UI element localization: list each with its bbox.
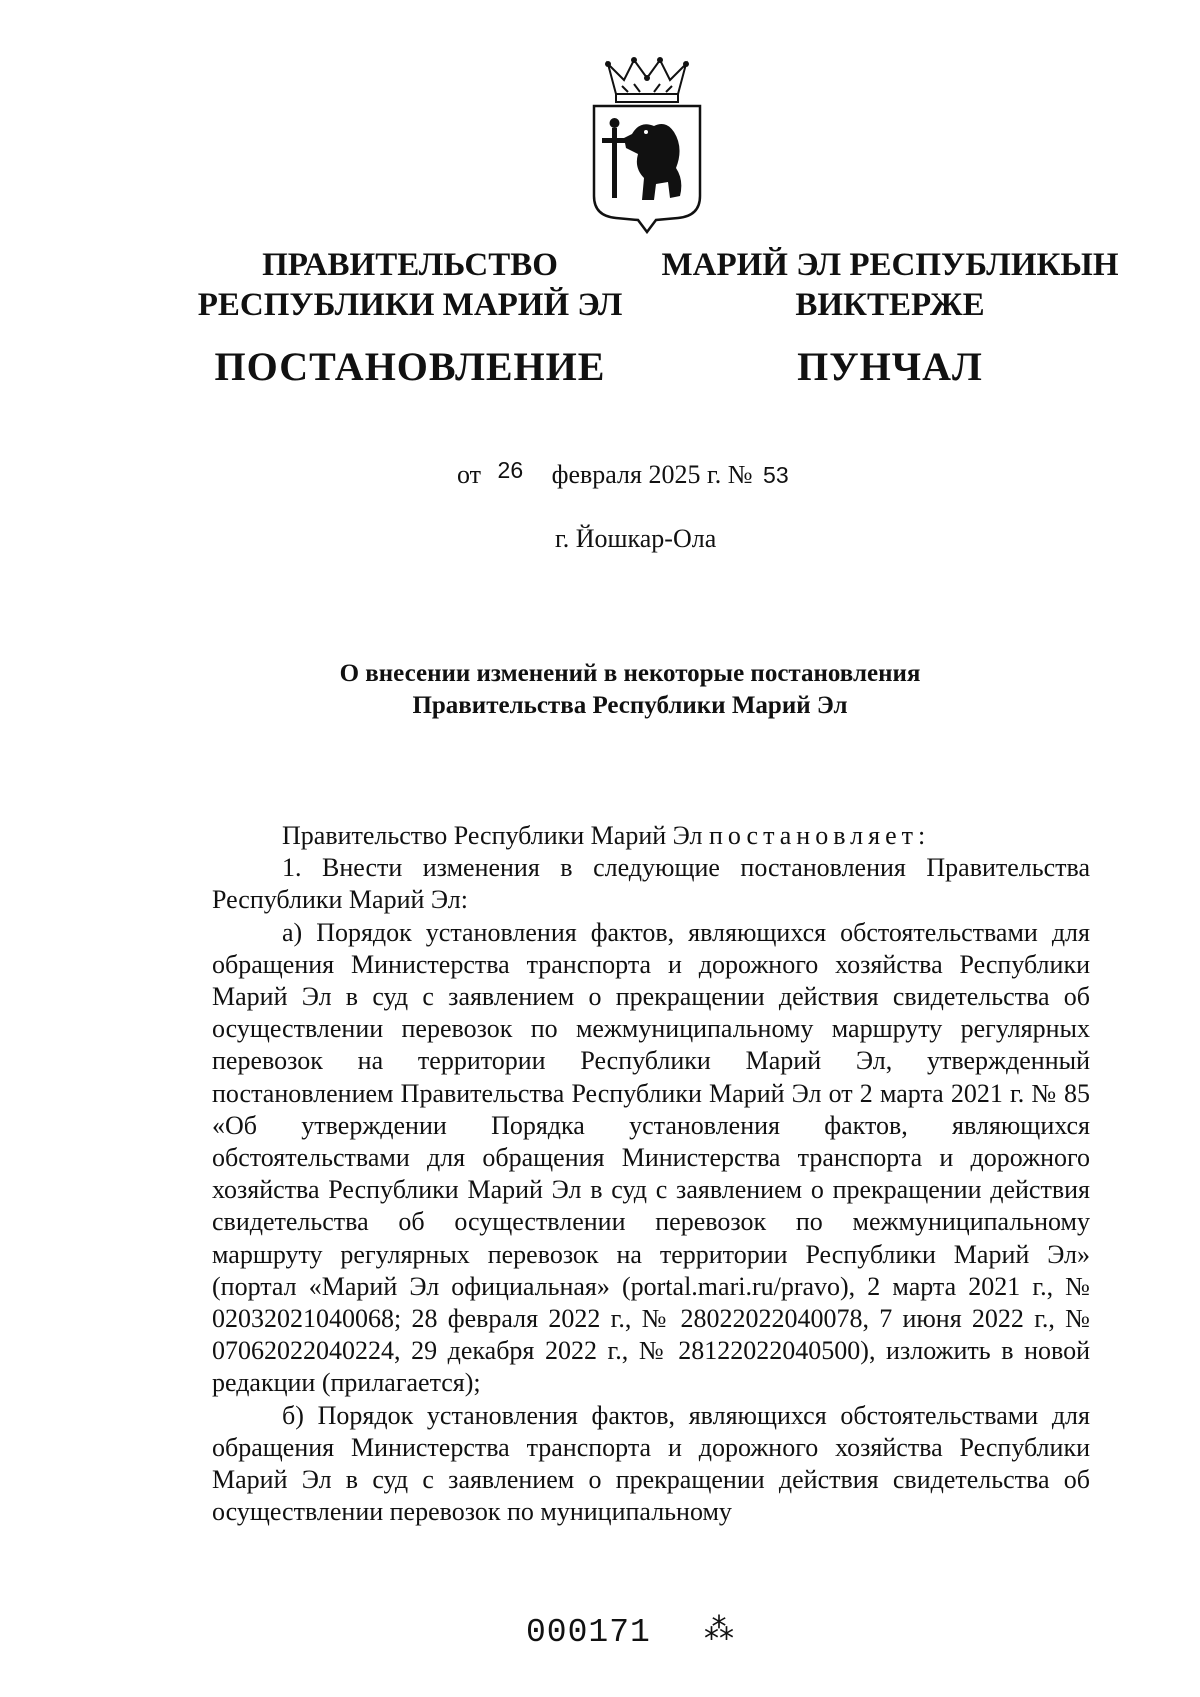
document-title: [200, 658, 1060, 722]
document-number: 53: [763, 462, 789, 488]
date-line: [457, 457, 789, 490]
issuer-line-1: ПРАВИТЕЛЬСТВО: [262, 247, 558, 283]
serial-number: 000171: [526, 1614, 651, 1651]
document-type-mari: ПУНЧАЛ: [797, 344, 983, 389]
issuer-block-russian: [190, 245, 630, 389]
issuer-line-2: РЕСПУБЛИКИ МАРИЙ ЭЛ: [197, 287, 623, 323]
intro-paragraph: [212, 820, 1090, 852]
issuer-line-1-mari: МАРИЙ ЭЛ РЕСПУБЛИКЫН: [661, 247, 1119, 283]
document-type: ПОСТАНОВЛЕНИЕ: [214, 344, 606, 389]
paragraph-item-b: б) Порядок установления фактов, являющихся обстоятельствами для обращения Министерства транспорта и дорожного хозяйства Республики Марий Эл в суд с заявлением о прекращении действия свидетельства об осуществлении перевозок по муниципальному: [212, 1400, 1090, 1527]
paragraph-item-a: а) Порядок установления фактов, являющихся обстоятельствами для обращения Министерства транспорта и дорожного хозяйства Республики Марий Эл в суд с заявлением о прекращении действия свидетельства об осуществлении перевозок по межмуниципальному маршруту регулярных перевозок на территории Республики Марий Эл, утвержденный постановлением Правительства Республики Марий Эл от 2 марта 2021 г. № 85 «Об утверждении Порядка установления фактов, являющихся обстоятельствами для обращения Министерства транспорта и дорожного хозяйства Республики Марий Эл в суд с заявлением о прекращении действия свидетельства об осуществлении перевозок по межмуниципальному маршруту регулярных перевозок на территории Республики Марий Эл» (портал «Марий Эл официальная» (portal.mari.ru/pravo), 2 марта 2021 г., № 02032021040068; 28 февраля 2022 г., № 28022022040078, 7 июня 2022 г., № 07062022040224, 29 декабря 2022 г., № 28122022040500), изложить в новой редакции (прилагается);: [212, 917, 1090, 1398]
coat-of-arms-mari-el-icon: [588, 56, 706, 234]
intro-verb: постановляет:: [708, 821, 931, 850]
intro-subject: Правительство Республики Марий Эл: [282, 821, 709, 850]
title-line-1: О внесении изменений в некоторые постановления: [339, 660, 921, 687]
paragraph-item-1: 1. Внести изменения в следующие постановления Правительства Республики Марий Эл:: [212, 853, 1090, 915]
date-day: 26: [497, 457, 524, 483]
asterism-mark: ⁂: [704, 1612, 734, 1647]
document-body: [212, 820, 1090, 1528]
date-month-year: февраля 2025 г. №: [551, 460, 753, 489]
city: г. Йошкар-Ола: [555, 524, 717, 553]
issuer-block-mari: [660, 245, 1120, 389]
title-line-2: Правительства Республики Марий Эл: [412, 692, 848, 719]
date-prefix: от: [457, 460, 482, 489]
issuer-line-2-mari: ВИКТЕРЖЕ: [795, 287, 985, 323]
